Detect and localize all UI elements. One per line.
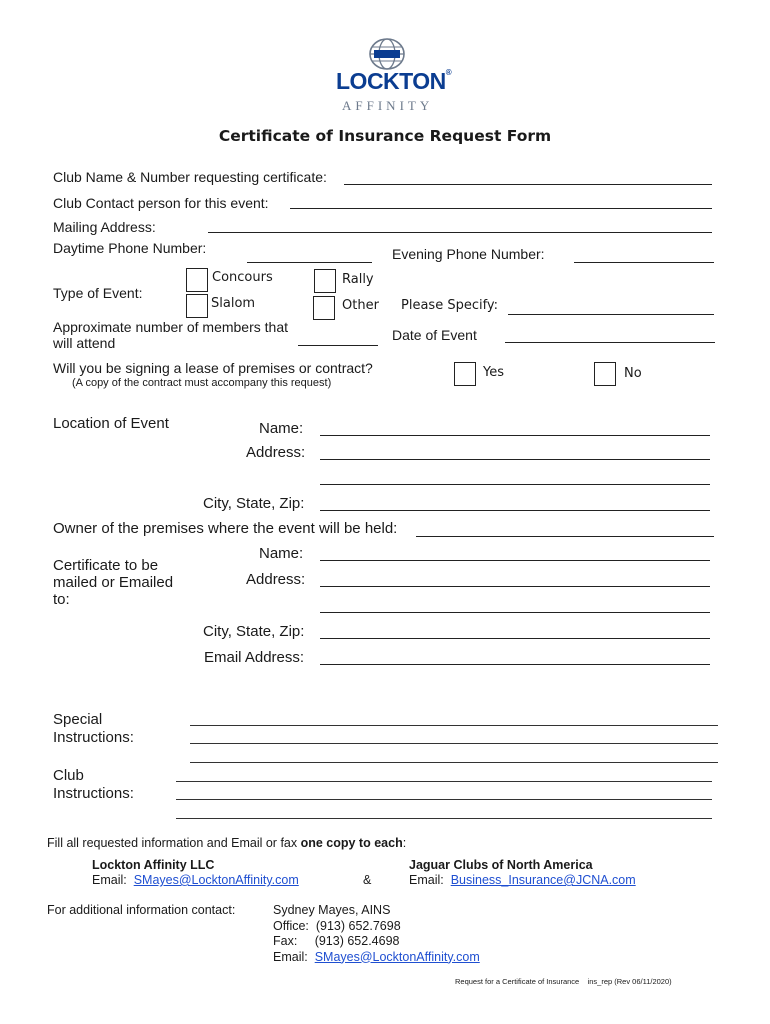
ampersand: &	[363, 873, 372, 887]
additional-info-label: For additional information contact:	[47, 903, 236, 917]
date-of-event-field[interactable]	[505, 342, 715, 343]
special-instructions-line-1[interactable]	[190, 725, 718, 726]
club-contact-label: Club Contact person for this event:	[53, 195, 269, 211]
other-label: Other	[342, 298, 379, 313]
evening-phone-label: Evening Phone Number:	[392, 246, 545, 262]
club-name-label: Club Name & Number requesting certificate:	[53, 169, 327, 185]
jaguar-contact: Jaguar Clubs of North America Email: Business_Insurance@JCNA.com	[409, 858, 636, 887]
slalom-checkbox[interactable]	[186, 294, 208, 318]
special-instructions-line-3[interactable]	[190, 762, 718, 763]
club-instructions-line-3[interactable]	[176, 818, 712, 819]
location-address-label: Address:	[246, 444, 306, 461]
owner-label: Owner of the premises where the event will be held:	[53, 520, 398, 537]
cert-email-label: Email Address:	[204, 649, 305, 666]
club-instructions-line-1[interactable]	[176, 781, 712, 782]
form-title: Certificate of Insurance Request Form	[218, 127, 552, 145]
yes-label: Yes	[483, 365, 504, 380]
contact-email-link[interactable]: SMayes@LocktonAffinity.com	[314, 949, 480, 964]
club-instructions-line-2[interactable]	[176, 799, 712, 800]
location-city-label: City, State, Zip:	[203, 495, 305, 512]
location-address-field-2[interactable]	[320, 484, 710, 485]
no-checkbox[interactable]	[594, 362, 616, 386]
cert-city-field[interactable]	[320, 638, 710, 639]
brand-subtitle: AFFINITY	[342, 98, 434, 113]
please-specify-field[interactable]	[508, 314, 714, 315]
cert-address-label: Address:	[246, 571, 306, 588]
rally-checkbox[interactable]	[314, 269, 336, 293]
globe-icon	[368, 38, 406, 70]
special-instructions-label: Special Instructions:	[53, 711, 134, 746]
cert-address-field[interactable]	[320, 586, 710, 587]
cert-email-field[interactable]	[320, 664, 710, 665]
location-label: Location of Event	[53, 415, 169, 432]
lockton-contact: Lockton Affinity LLC Email: SMayes@LocktonAffinity.com	[92, 858, 299, 887]
location-name-label: Name:	[259, 420, 304, 437]
fill-instructions: Fill all requested information and Email or fax one copy to each:	[47, 836, 407, 850]
cert-city-label: City, State, Zip:	[203, 623, 305, 640]
cert-name-field[interactable]	[320, 560, 710, 561]
lockton-email-link[interactable]: SMayes@LocktonAffinity.com	[133, 873, 299, 887]
slalom-label: Slalom	[211, 296, 256, 311]
club-instructions-label: Club Instructions:	[53, 767, 134, 802]
evening-phone-field[interactable]	[574, 262, 714, 263]
jaguar-email-link[interactable]: Business_Insurance@JCNA.com	[450, 873, 636, 887]
cert-address-field-2[interactable]	[320, 612, 710, 613]
date-of-event-label: Date of Event	[392, 327, 477, 343]
lease-question: Will you be signing a lease of premises or contract?	[53, 360, 373, 376]
mailing-address-field[interactable]	[208, 232, 712, 233]
yes-checkbox[interactable]	[454, 362, 476, 386]
daytime-phone-field[interactable]	[247, 262, 372, 263]
mailing-address-label: Mailing Address:	[53, 219, 156, 235]
form-reference: Request for a Certificate of Insurance ins_rep (Rev 06/11/2020)	[455, 977, 672, 986]
location-address-field[interactable]	[320, 459, 710, 460]
approx-members-label: Approximate number of members that will attend	[53, 319, 288, 351]
approx-members-field[interactable]	[298, 345, 378, 346]
contact-name: Sydney Mayes, AINS	[273, 903, 391, 917]
rally-label: Rally	[342, 272, 374, 287]
special-instructions-line-2[interactable]	[190, 743, 718, 744]
brand-name: LOCKTON®	[336, 68, 452, 94]
lease-note: (A copy of the contract must accompany this request)	[72, 377, 332, 389]
concours-label: Concours	[212, 270, 273, 285]
certificate-label: Certificate to be mailed or Emailed to:	[53, 557, 174, 608]
daytime-phone-label: Daytime Phone Number:	[53, 240, 207, 256]
club-contact-field[interactable]	[290, 208, 712, 209]
concours-checkbox[interactable]	[186, 268, 208, 292]
type-of-event-label: Type of Event:	[53, 285, 143, 301]
club-name-field[interactable]	[344, 184, 712, 185]
owner-field[interactable]	[416, 536, 714, 537]
lockton-logo	[330, 38, 452, 116]
please-specify-label: Please Specify:	[401, 298, 499, 313]
no-label: No	[624, 366, 642, 381]
contact-block: Sydney Mayes, AINS Office: (913) 652.7698 Fax: (913) 652.4698 Email: SMayes@LocktonAffinity.com	[273, 903, 480, 964]
location-name-field[interactable]	[320, 435, 710, 436]
location-city-field[interactable]	[320, 510, 710, 511]
cert-name-label: Name:	[259, 545, 304, 562]
other-checkbox[interactable]	[313, 296, 335, 320]
